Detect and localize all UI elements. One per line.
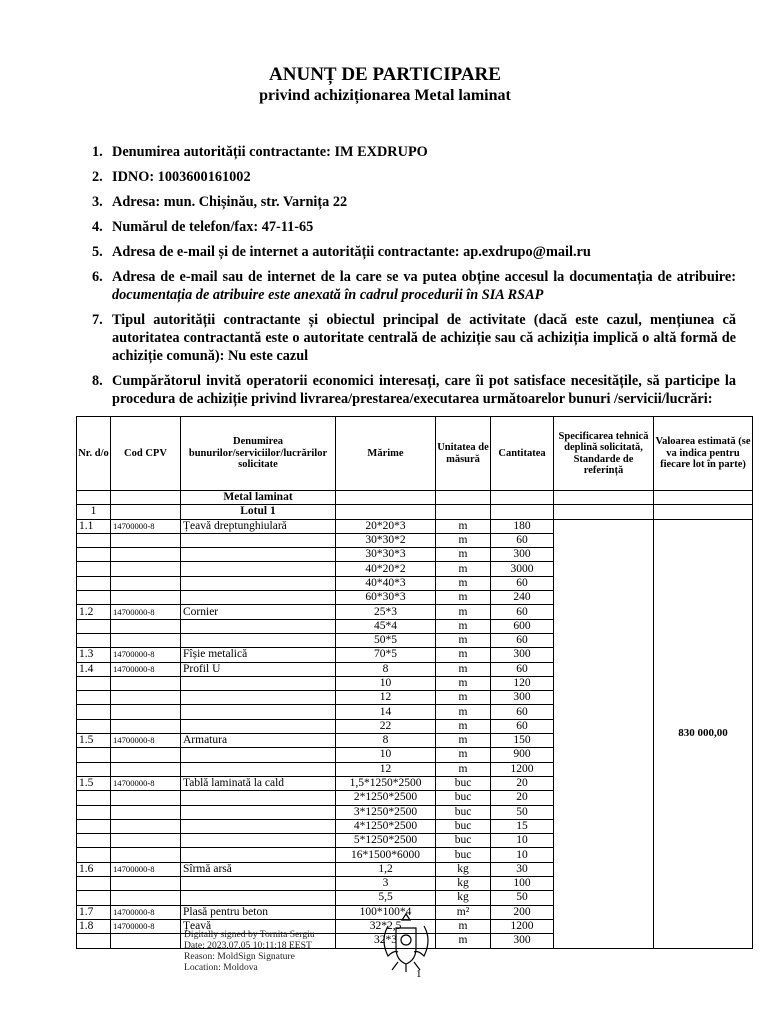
- cell-qty: 150: [491, 734, 554, 748]
- cell-unit: m: [436, 762, 491, 776]
- cell-name: Fîșie metalică: [181, 648, 336, 662]
- cell-unit: m: [436, 719, 491, 733]
- lot-row: [77, 505, 753, 519]
- cell-size: 25*3: [336, 605, 436, 619]
- cell-nr: [77, 533, 111, 547]
- lot-number: 1: [77, 505, 111, 519]
- cell-unit: m²: [436, 905, 491, 919]
- cell-qty: 3000: [491, 562, 554, 576]
- cell-cpv: [111, 562, 181, 576]
- cell-qty: 10: [491, 834, 554, 848]
- list-item: [92, 193, 736, 211]
- cell-qty: 60: [491, 705, 554, 719]
- cell-size: 1,2: [336, 862, 436, 876]
- cell-unit: m: [436, 591, 491, 605]
- header-cpv: Cod CPV: [111, 417, 181, 491]
- cell-size: 45*4: [336, 619, 436, 633]
- cell-qty: 50: [491, 805, 554, 819]
- cell-qty: 20: [491, 791, 554, 805]
- cell-nr: [77, 762, 111, 776]
- page-subtitle: privind achiziționarea Metal laminat: [259, 87, 511, 104]
- cell-name: [181, 705, 336, 719]
- cell-cpv: [111, 548, 181, 562]
- header-qty: Cantitatea: [491, 417, 554, 491]
- cell-name: Tablă laminată la cald: [181, 776, 336, 790]
- group-title: Metal laminat: [181, 491, 336, 505]
- item-italic-text: documentația de atribuire este anexată în cadrul procedurii în SIA RSAP: [112, 287, 544, 303]
- item-number: 1.: [92, 144, 103, 160]
- cell-cpv: [111, 819, 181, 833]
- cell-nr: [77, 805, 111, 819]
- cell-unit: m: [436, 734, 491, 748]
- cell-nr: [77, 691, 111, 705]
- cell-cpv: [111, 633, 181, 647]
- cell-unit: buc: [436, 834, 491, 848]
- cell-name: [181, 762, 336, 776]
- cell-cpv: 14700000-8: [111, 776, 181, 790]
- cell-cpv: [111, 591, 181, 605]
- estimated-value: 830 000,00: [654, 519, 753, 948]
- cell-name: Țeavă dreptunghiulară: [181, 519, 336, 533]
- cell-name: [181, 748, 336, 762]
- cell-nr: [77, 748, 111, 762]
- cell-nr: [77, 705, 111, 719]
- cell-unit: m: [436, 533, 491, 547]
- cell-cpv: 14700000-8: [111, 905, 181, 919]
- cell-cpv: 14700000-8: [111, 605, 181, 619]
- list-item: [92, 143, 736, 161]
- item-number: 6.: [92, 269, 103, 285]
- item-text: Tipul autorității contractante și obiectul principal de activitate (dacă este cazul, mențiunea că autoritatea contractantă este o autoritate centrală de achiziție sau că achiziția implică o altă formă de achiziție comună): Nu este cazul: [112, 312, 736, 364]
- cell-unit: m: [436, 633, 491, 647]
- cell-unit: buc: [436, 819, 491, 833]
- cell-nr: 1.5: [77, 734, 111, 748]
- cell-qty: 60: [491, 576, 554, 590]
- cell-qty: 600: [491, 619, 554, 633]
- cell-size: 30*30*2: [336, 533, 436, 547]
- cell-unit: buc: [436, 805, 491, 819]
- cell-size: 10: [336, 676, 436, 690]
- item-number: 4.: [92, 219, 103, 235]
- cell-name: [181, 834, 336, 848]
- cell-name: [181, 562, 336, 576]
- cell-qty: 300: [491, 648, 554, 662]
- cell-unit: kg: [436, 891, 491, 905]
- cell-qty: 60: [491, 662, 554, 676]
- lot-label: Lotul 1: [181, 505, 336, 519]
- cell-name: [181, 805, 336, 819]
- cell-cpv: [111, 676, 181, 690]
- cell-cpv: [111, 748, 181, 762]
- cell-nr: [77, 719, 111, 733]
- cell-nr: [77, 548, 111, 562]
- cell-size: 20*20*3: [336, 519, 436, 533]
- page-number: 1: [416, 968, 422, 980]
- cell-qty: 20: [491, 776, 554, 790]
- cell-nr: 1.8: [77, 919, 111, 933]
- cell-cpv: [111, 705, 181, 719]
- cell-cpv: [111, 691, 181, 705]
- header-value: Valoarea estimată (se va indica pentru fiecare lot în parte): [654, 417, 753, 491]
- cell-size: 8: [336, 662, 436, 676]
- item-text: Numărul de telefon/fax: 47-11-65: [112, 219, 314, 235]
- cell-unit: m: [436, 691, 491, 705]
- cell-nr: 1.4: [77, 662, 111, 676]
- cell-size: 8: [336, 734, 436, 748]
- cell-nr: [77, 819, 111, 833]
- announcement-items: [92, 143, 736, 415]
- cell-unit: buc: [436, 791, 491, 805]
- cell-name: Profil U: [181, 662, 336, 676]
- cell-size: 70*5: [336, 648, 436, 662]
- coat-of-arms-seal-icon: [378, 910, 434, 974]
- cell-size: 12: [336, 691, 436, 705]
- cell-name: [181, 819, 336, 833]
- cell-cpv: 14700000-8: [111, 662, 181, 676]
- cell-nr: 1.6: [77, 862, 111, 876]
- cell-nr: [77, 848, 111, 862]
- cell-qty: 10: [491, 848, 554, 862]
- cell-size: 3*1250*2500: [336, 805, 436, 819]
- header-unit: Unitatea de măsură: [436, 417, 491, 491]
- signature-location: Location: Moldova: [184, 962, 258, 973]
- header-spec: Specificarea tehnică deplină solicitată, Standarde de referință: [554, 417, 654, 491]
- cell-unit: m: [436, 605, 491, 619]
- cell-nr: 1.5: [77, 776, 111, 790]
- cell-cpv: [111, 891, 181, 905]
- cell-name: Armatura: [181, 734, 336, 748]
- cell-cpv: 14700000-8: [111, 734, 181, 748]
- cell-qty: 120: [491, 676, 554, 690]
- cell-name: [181, 533, 336, 547]
- cell-nr: [77, 934, 111, 948]
- cell-cpv: 14700000-8: [111, 919, 181, 933]
- cell-name: [181, 676, 336, 690]
- cell-size: 22: [336, 719, 436, 733]
- cell-qty: 100: [491, 877, 554, 891]
- cell-cpv: [111, 877, 181, 891]
- cell-nr: [77, 562, 111, 576]
- cell-unit: m: [436, 919, 491, 933]
- cell-name: [181, 891, 336, 905]
- cell-size: 32*3: [336, 934, 436, 948]
- cell-cpv: [111, 805, 181, 819]
- cell-unit: buc: [436, 776, 491, 790]
- cell-unit: m: [436, 519, 491, 533]
- cell-name: [181, 791, 336, 805]
- cell-name: [181, 591, 336, 605]
- list-item: [92, 218, 736, 236]
- cell-unit: m: [436, 676, 491, 690]
- cell-nr: 1.3: [77, 648, 111, 662]
- cell-size: 10: [336, 748, 436, 762]
- cell-cpv: 14700000-8: [111, 862, 181, 876]
- cell-nr: [77, 633, 111, 647]
- signature-signer: Digitally signed by Tornita Sergiu: [184, 929, 315, 940]
- cell-qty: 300: [491, 934, 554, 948]
- cell-name: Plasă pentru beton: [181, 905, 336, 919]
- cell-qty: 30: [491, 862, 554, 876]
- cell-name: [181, 719, 336, 733]
- cell-name: Cornier: [181, 605, 336, 619]
- signature-date: Date: 2023.07.05 10:11:18 EEST: [184, 940, 312, 951]
- cell-unit: m: [436, 576, 491, 590]
- cell-name: [181, 848, 336, 862]
- cell-unit: kg: [436, 862, 491, 876]
- lot-table: [76, 416, 753, 949]
- cell-qty: 15: [491, 819, 554, 833]
- cell-name: Sîrmă arsă: [181, 862, 336, 876]
- cell-nr: 1.2: [77, 605, 111, 619]
- item-text: Adresa: mun. Chișinău, str. Varnița 22: [112, 194, 348, 210]
- cell-unit: m: [436, 705, 491, 719]
- cell-unit: m: [436, 648, 491, 662]
- cell-nr: 1.1: [77, 519, 111, 533]
- cell-qty: 240: [491, 591, 554, 605]
- cell-qty: 50: [491, 891, 554, 905]
- cell-size: 30*30*3: [336, 548, 436, 562]
- cell-cpv: [111, 576, 181, 590]
- cell-qty: 180: [491, 519, 554, 533]
- cell-nr: [77, 676, 111, 690]
- item-number: 5.: [92, 244, 103, 260]
- cell-qty: 60: [491, 719, 554, 733]
- cell-qty: 60: [491, 533, 554, 547]
- cell-spec: [554, 519, 654, 948]
- cell-unit: m: [436, 934, 491, 948]
- table-row: [77, 519, 753, 533]
- page-title: ANUNȚ DE PARTICIPARE: [269, 64, 501, 85]
- cell-name: [181, 633, 336, 647]
- signature-reason: Reason: MoldSign Signature: [184, 951, 295, 962]
- item-text: IDNO: 1003600161002: [112, 169, 251, 185]
- cell-nr: [77, 619, 111, 633]
- cell-cpv: [111, 533, 181, 547]
- cell-nr: [77, 791, 111, 805]
- item-text: Adresa de e-mail sau de internet de la care se va putea obține accesul la documentația de atribuire:: [112, 269, 736, 285]
- cell-unit: m: [436, 619, 491, 633]
- cell-nr: [77, 834, 111, 848]
- cell-unit: m: [436, 662, 491, 676]
- cell-size: 1,5*1250*2500: [336, 776, 436, 790]
- cell-qty: 300: [491, 548, 554, 562]
- header-size: Mărime: [336, 417, 436, 491]
- cell-nr: 1.7: [77, 905, 111, 919]
- item-text: Cumpărătorul invită operatorii economici interesați, care îi pot satisface necesitățile, să participe la procedura de achiziție privind livrarea/prestarea/executarea următoarelor bunuri /servicii/lucrări:: [112, 373, 736, 407]
- list-item: [92, 372, 736, 408]
- cell-cpv: [111, 791, 181, 805]
- cell-qty: 1200: [491, 919, 554, 933]
- digital-signature: [184, 929, 384, 973]
- cell-nr: [77, 877, 111, 891]
- cell-name: [181, 619, 336, 633]
- item-number: 7.: [92, 312, 103, 328]
- cell-size: 40*20*2: [336, 562, 436, 576]
- item-number: 8.: [92, 373, 103, 389]
- cell-size: 40*40*3: [336, 576, 436, 590]
- cell-size: 50*5: [336, 633, 436, 647]
- header-name: Denumirea bunurilor/serviciilor/lucrărilor solicitate: [181, 417, 336, 491]
- cell-nr: [77, 576, 111, 590]
- item-number: 2.: [92, 169, 103, 185]
- cell-size: 32*2,5: [336, 919, 436, 933]
- list-item: [92, 268, 736, 304]
- cell-qty: 900: [491, 748, 554, 762]
- cell-size: 3: [336, 877, 436, 891]
- cell-unit: m: [436, 548, 491, 562]
- cell-size: 60*30*3: [336, 591, 436, 605]
- cell-name: [181, 576, 336, 590]
- item-text: Denumirea autorității contractante: IM EXDRUPO: [112, 144, 428, 160]
- cell-size: 5,5: [336, 891, 436, 905]
- cell-cpv: [111, 762, 181, 776]
- cell-cpv: 14700000-8: [111, 519, 181, 533]
- cell-cpv: [111, 834, 181, 848]
- cell-cpv: 14700000-8: [111, 648, 181, 662]
- cell-nr: [77, 891, 111, 905]
- cell-name: [181, 548, 336, 562]
- cell-qty: 1200: [491, 762, 554, 776]
- item-text: Adresa de e-mail și de internet a autorității contractante: ap.exdrupo@mail.ru: [112, 244, 591, 260]
- cell-size: 5*1250*2500: [336, 834, 436, 848]
- cell-cpv: [111, 934, 181, 948]
- table-header-row: [77, 417, 753, 491]
- cell-size: 16*1500*6000: [336, 848, 436, 862]
- list-item: [92, 168, 736, 186]
- group-row: [77, 491, 753, 505]
- cell-cpv: [111, 848, 181, 862]
- header-nr: Nr. d/o: [77, 417, 111, 491]
- cell-unit: buc: [436, 848, 491, 862]
- cell-cpv: [111, 719, 181, 733]
- cell-name: Țeavă: [181, 919, 336, 933]
- cell-qty: 60: [491, 633, 554, 647]
- cell-unit: m: [436, 562, 491, 576]
- list-item: [92, 311, 736, 365]
- cell-size: 100*100*4: [336, 905, 436, 919]
- cell-unit: m: [436, 748, 491, 762]
- list-item: [92, 243, 736, 261]
- cell-size: 12: [336, 762, 436, 776]
- cell-size: 2*1250*2500: [336, 791, 436, 805]
- cell-qty: 200: [491, 905, 554, 919]
- cell-name: [181, 691, 336, 705]
- cell-name: [181, 877, 336, 891]
- cell-nr: [77, 591, 111, 605]
- cell-qty: 300: [491, 691, 554, 705]
- item-number: 3.: [92, 194, 103, 210]
- cell-size: 4*1250*2500: [336, 819, 436, 833]
- cell-unit: kg: [436, 877, 491, 891]
- cell-qty: 60: [491, 605, 554, 619]
- cell-cpv: [111, 619, 181, 633]
- cell-size: 14: [336, 705, 436, 719]
